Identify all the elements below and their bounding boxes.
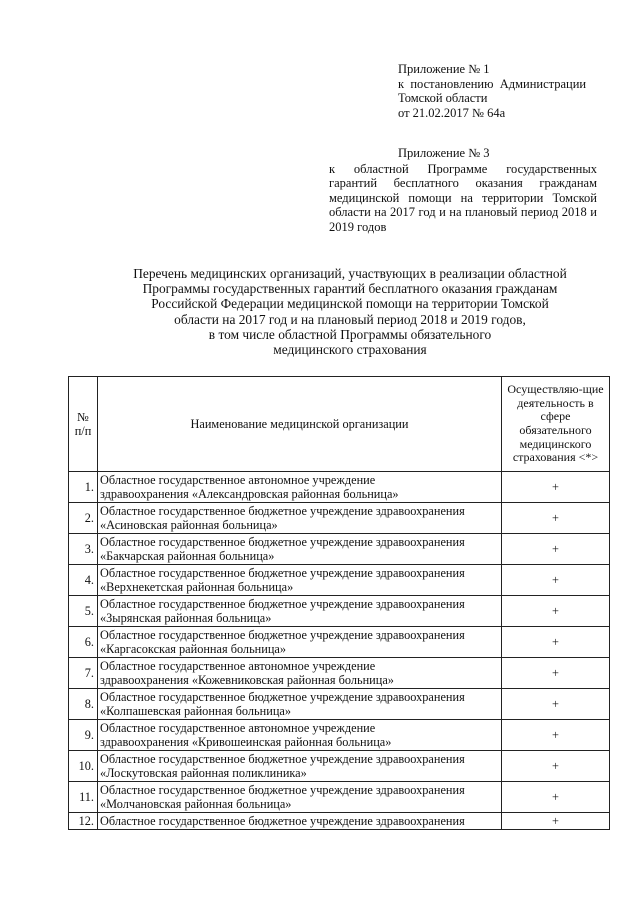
oms-participation-mark: + [502,565,610,596]
oms-participation-mark: + [502,658,610,689]
organization-name-line: Областное государственное бюджетное учреждение здравоохранения [100,751,465,766]
organization-name-line: «Колпашевская районная больница» [100,704,292,718]
row-number: 12. [69,813,98,830]
organization-name-line: Областное государственное бюджетное учреждение здравоохранения [100,689,465,704]
oms-participation-mark: + [502,627,610,658]
table-row [69,472,610,503]
table-row [69,751,610,782]
appendix-1-title: Приложение № 1 [398,62,490,76]
document-title [100,266,600,357]
organization-name-line: Областное государственное бюджетное учреждение здравоохранения [100,534,465,549]
organization-name-line: «Каргасокская районная больница» [100,642,287,656]
organization-name-line: Областное государственное бюджетное учреждение здравоохранения [100,813,465,828]
row-number: 4. [69,565,98,596]
appendix-1-decree: к постановлению Администрации [398,76,587,91]
organization-name [98,751,502,782]
table-row [69,503,610,534]
organization-name-line: Областное государственное бюджетное учреждение здравоохранения [100,503,465,518]
table-row [69,658,610,689]
oms-participation-mark: + [502,534,610,565]
table-row [69,813,610,830]
row-number: 8. [69,689,98,720]
row-number: 9. [69,720,98,751]
organization-name [98,534,502,565]
appendix-3-block [329,146,597,234]
organization-name-line: «Бакчарская районная больница» [100,549,275,563]
organization-name-line: «Зырянская районная больница» [100,611,272,625]
row-number: 7. [69,658,98,689]
table-row [69,565,610,596]
organization-name [98,782,502,813]
organization-name-line: «Верхнекетская районная больница» [100,580,294,594]
table-row [69,534,610,565]
oms-participation-mark: + [502,720,610,751]
table-row [69,627,610,658]
table-row [69,720,610,751]
organization-name [98,720,502,751]
title-line: медицинского страхования [273,342,427,358]
title-line: Российской Федерации медицинской помощи на территории Томской [151,296,549,312]
row-number: 2. [69,503,98,534]
organization-name [98,627,502,658]
oms-participation-mark: + [502,472,610,503]
organization-name-line: здравоохранения «Кожевниковская районная больница» [100,673,394,687]
row-number: 3. [69,534,98,565]
organization-name [98,596,502,627]
organization-name-line: Областное государственное автономное учреждение [100,720,376,735]
title-line: области на 2017 год и на плановый период 2018 и 2019 годов, [174,311,526,327]
organization-name [98,658,502,689]
oms-participation-mark: + [502,596,610,627]
oms-participation-mark: + [502,782,610,813]
title-line: в том числе областной Программы обязательного [208,326,492,342]
organization-name-line: здравоохранения «Александровская районная больница» [100,487,399,501]
row-number: 11. [69,782,98,813]
appendix-3-description: к областной Программе государственных гарантий бесплатного оказания гражданам медицинской помощи на территории Томской области на 2017 год и на плановый период 2018 и 2019 годов [329,161,597,234]
organization-name-line: здравоохранения «Кривошеинская районная больница» [100,735,392,749]
organization-name-line: Областное государственное бюджетное учреждение здравоохранения [100,782,465,797]
organization-name-line: Областное государственное бюджетное учреждение здравоохранения [100,596,465,611]
organizations-table [68,376,610,830]
appendix-1-authority: Томской области [398,91,488,105]
organization-name-line: Областное государственное автономное учреждение [100,658,376,673]
appendix-1-date: от 21.02.2017 № 64а [398,105,506,120]
organization-name [98,565,502,596]
title-line: Программы государственных гарантий бесплатного оказания гражданам [142,281,558,297]
table-header-row [69,377,610,472]
table-row [69,782,610,813]
table-row [69,596,610,627]
organization-name-line: «Лоскутовская районная поликлиника» [100,766,307,780]
column-header-number: № п/п [69,377,98,472]
organization-name-line: «Молчановская районная больница» [100,797,292,811]
title-line: Перечень медицинских организаций, участвующих в реализации областной [133,266,567,281]
organization-name-line: Областное государственное бюджетное учреждение здравоохранения [100,565,465,580]
appendix-1-block [398,62,613,120]
organization-name-line: Областное государственное автономное учреждение [100,472,376,487]
oms-participation-mark: + [502,751,610,782]
organization-name-line: «Асиновская районная больница» [100,518,278,532]
oms-participation-mark: + [502,689,610,720]
organization-name [98,472,502,503]
row-number: 5. [69,596,98,627]
organization-name-line: Областное государственное бюджетное учреждение здравоохранения [100,627,465,642]
row-number: 6. [69,627,98,658]
organization-name [98,813,502,830]
row-number: 1. [69,472,98,503]
column-header-name: Наименование медицинской организации [98,377,502,472]
organization-name [98,689,502,720]
table-row [69,689,610,720]
column-header-oms: Осуществляю-щие деятельность в сфере обязательного медицинского страхования <*> [502,377,610,472]
oms-participation-mark: + [502,813,610,830]
oms-participation-mark: + [502,503,610,534]
organization-name [98,503,502,534]
row-number: 10. [69,751,98,782]
appendix-3-title: Приложение № 3 [398,146,490,160]
